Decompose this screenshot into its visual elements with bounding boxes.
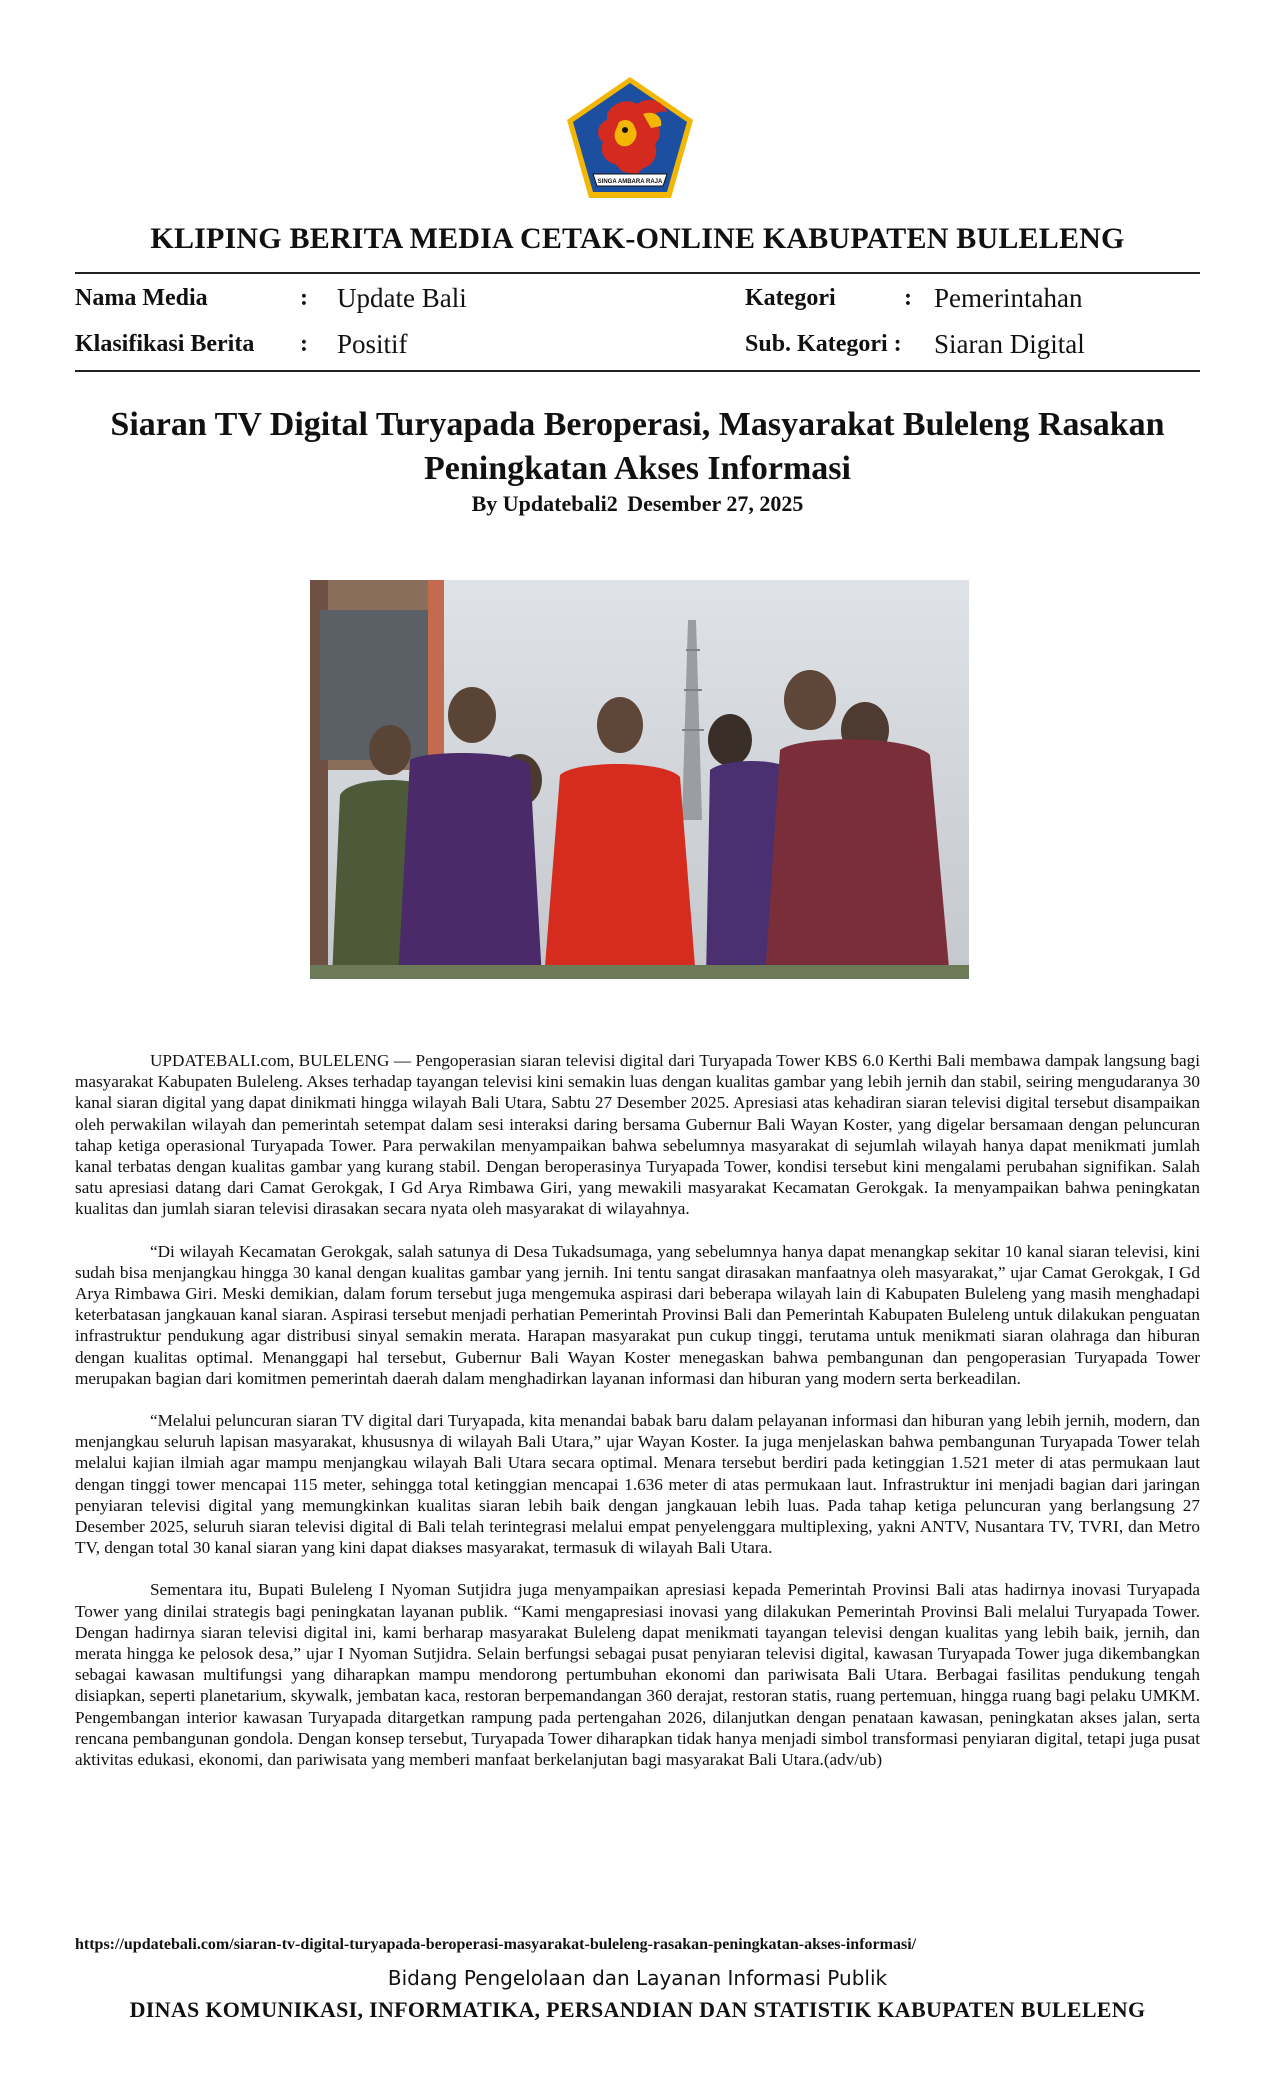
headline-line-2: Peningkatan Akses Informasi bbox=[424, 450, 851, 487]
article-paragraph-4: Sementara itu, Bupati Buleleng I Nyoman Sutjidra juga menyampaikan apresiasi kepada Pemerintah Provinsi Bali atas hadirnya inovasi Turyapada Tower yang dinilai strategis bagi peningkatan layanan publik. “Kami mengapresiasi inovasi yang dilakukan Pemerintah Provinsi Bali melalui Turyapada Tower. Dengan hadirnya siaran televisi digital ini, kami berharap masyarakat Buleleng dapat menikmati tayangan televisi dengan kualitas yang lebih baik, jernih, dan merata hingga ke pelosok desa,” ujar I Nyoman Sutjidra. Selain berfungsi sebagai pusat penyiaran televisi digital, kawasan Turyapada Tower juga dikembangkan sebagai kawasan multifungsi yang diharapkan mampu mendorong pertumbuhan ekonomi dan pariwisata Bali Utara. Berbagai fasilitas pendukung tengah disiapkan, seperti planetarium, skywalk, jembatan kaca, restoran berpemandangan 360 derajat, restoran statis, ruang pertemuan, hingga ruang bagi pelaku UMKM. Pengembangan interior kawasan Turyapada ditargetkan rampung pada pertengahan 2026, dilanjutkan dengan penataan kawasan, peningkatan akses jalan, serta rencana pembangunan gondola. Dengan konsep tersebut, Turyapada Tower diharapkan tidak hanya menjadi simbol transformasi penyiaran digital, tetapi juga pusat aktivitas edukasi, ekonomi, dan pariwisata yang memberi manfaat berkelanjutan bagi masyarakat Bali Utara.(adv/ub) bbox=[75, 1580, 1200, 1770]
byline-date: Desember 27, 2025 bbox=[627, 491, 804, 516]
news-photo-officials-at-tower-icon bbox=[310, 580, 969, 979]
emblem-lettering: SINGA AMBARA RAJA bbox=[597, 179, 663, 185]
article-body bbox=[75, 1050, 1200, 1791]
category-label: Kategori bbox=[745, 285, 836, 311]
subcategory-value: Siaran Digital bbox=[934, 329, 1085, 359]
article-paragraph-3: “Melalui peluncuran siaran TV digital dari Turyapada, kita menandai babak baru dalam pelayanan informasi dan hiburan yang lebih jernih, modern, dan menjangkau seluruh lapisan masyarakat, khususnya di wilayah Bali Utara,” ujar Wayan Koster. Ia juga menjelaskan bahwa pembangunan Turyapada Tower telah melalui kajian ilmiah agar mampu menjangkau wilayah Bali Utara secara optimal. Menara tersebut berdiri pada ketinggian 1.521 meter di atas permukaan laut dengan tinggi tower mencapai 115 meter, sehingga total ketinggian mencapai 1.636 meter di atas permukaan laut. Infrastruktur ini menjadi bagian dari jaringan penyiaran televisi digital yang memungkinkan kualitas siaran lebih baik dengan jangkauan lebih luas. Pada tahap ketiga peluncuran yang berlangsung 27 Desember 2025, seluruh siaran televisi digital di Bali telah terintegrasi melalui empat penyelenggara multiplexing, yakni ANTV, Nusantara TV, TVRI, dan Metro TV, dengan total 30 kanal siaran yang kini dapat diakses masyarakat, termasuk di wilayah Bali Utara. bbox=[75, 1411, 1200, 1558]
article-paragraph-2: “Di wilayah Kecamatan Gerokgak, salah satunya di Desa Tukadsumaga, yang sebelumnya hanya dapat menangkap sekitar 10 kanal siaran televisi, kini sudah bisa menjangkau hingga 30 kanal dengan kualitas gambar yang jernih. Ini tentu sangat dirasakan manfaatnya oleh masyarakat,” ujar Camat Gerokgak, I Gd Arya Rimbawa Giri. Meski demikian, dalam forum tersebut juga mengemuka aspirasi dari beberapa wilayah lain di Kabupaten Buleleng yang masih menghadapi keterbatasan jangkauan kanal siaran. Aspirasi tersebut menjadi perhatian Pemerintah Provinsi Bali dan Pemerintah Kabupaten Buleleng untuk dilakukan penguatan infrastruktur pendukung agar distribusi sinyal semakin merata. Harapan masyarakat pun cukup tinggi, terutama untuk menikmati siaran olahraga dan hiburan dengan kualitas optimal. Menanggapi hal tersebut, Gubernur Bali Wayan Koster menegaskan bahwa pembangunan dan pengoperasian Turyapada Tower merupakan bagian dari komitmen pemerintah daerah dalam menghadirkan layanan informasi dan hiburan yang modern serta berkeadilan. bbox=[75, 1241, 1200, 1388]
meta-row-media bbox=[75, 281, 1200, 321]
media-colon: : bbox=[300, 285, 308, 311]
media-label: Nama Media bbox=[75, 285, 208, 311]
classification-value: Positif bbox=[337, 329, 408, 359]
subcategory-label: Sub. Kategori : bbox=[745, 331, 902, 357]
singa-ambara-raja-emblem-icon bbox=[563, 74, 697, 202]
media-value: Update Bali bbox=[337, 283, 467, 313]
byline-author: By Updatebali2 bbox=[471, 491, 618, 516]
category-colon: : bbox=[904, 285, 912, 311]
clipping-title: KLIPING BERITA MEDIA CETAK-ONLINE KABUPATEN BULELENG bbox=[150, 222, 1125, 255]
article-headline bbox=[75, 403, 1200, 491]
meta-row-classification bbox=[75, 327, 1200, 367]
category-value: Pemerintahan bbox=[934, 283, 1083, 313]
headline-line-1: Siaran TV Digital Turyapada Beroperasi, Masyarakat Buleleng Rasakan bbox=[110, 406, 1165, 443]
classification-label: Klasifikasi Berita bbox=[75, 331, 255, 357]
footer-agency: DINAS KOMUNIKASI, INFORMATIKA, PERSANDIAN DAN STATISTIK KABUPATEN BULELENG bbox=[129, 1997, 1146, 2022]
article-byline bbox=[75, 491, 1200, 517]
footer-division: Bidang Pengelolaan dan Layanan Informasi Publik bbox=[387, 1966, 888, 1990]
header-divider-top bbox=[75, 272, 1200, 274]
source-url-link[interactable]: https://updatebali.com/siaran-tv-digital-turyapada-beroperasi-masyarakat-buleleng-rasakan-peningkatan-akses-informasi/ bbox=[75, 1936, 917, 1953]
header-divider-bottom bbox=[75, 370, 1200, 372]
classification-colon: : bbox=[300, 331, 308, 357]
article-paragraph-1: UPDATEBALI.com, BULELENG — Pengoperasian siaran televisi digital dari Turyapada Tower KBS 6.0 Kerthi Bali membawa dampak langsung bagi masyarakat Kabupaten Buleleng. Akses terhadap tayangan televisi kini semakin luas dengan kualitas gambar yang lebih jernih dan stabil, seiring mengudaranya 30 kanal siaran digital yang dapat dinikmati hingga wilayah Bali Utara, Sabtu 27 Desember 2025. Apresiasi atas kehadiran siaran televisi digital tersebut disampaikan oleh perwakilan wilayah dan pemerintah setempat dalam sesi interaksi daring bersama Gubernur Bali Wayan Koster, yang digelar bersamaan dengan peluncuran tahap ketiga operasional Turyapada Tower. Para perwakilan menyampaikan bahwa sebelumnya masyarakat di sejumlah wilayah hanya dapat menikmati jumlah kanal terbatas dengan kualitas gambar yang kurang stabil. Dengan beroperasinya Turyapada Tower, kondisi tersebut kini mengalami perubahan signifikan. Salah satu apresiasi datang dari Camat Gerokgak, I Gd Arya Rimbawa Giri, yang mewakili masyarakat Kecamatan Gerokgak. Ia menyampaikan bahwa peningkatan kualitas dan jumlah siaran televisi dirasakan secara nyata oleh masyarakat di wilayahnya. bbox=[75, 1051, 1200, 1219]
